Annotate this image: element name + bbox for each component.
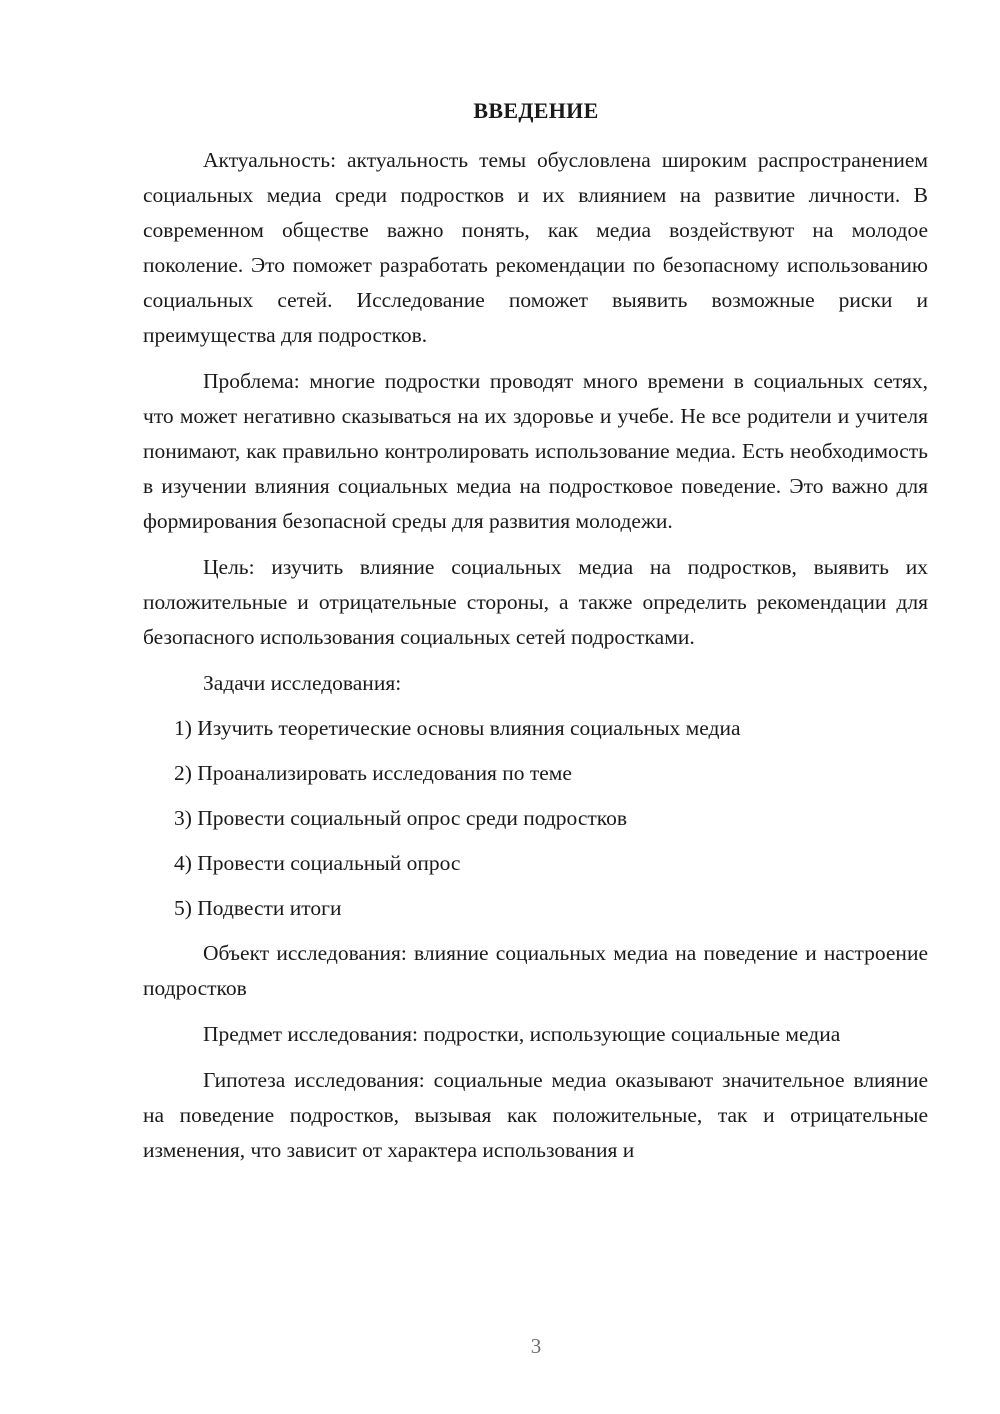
task-item: 3) Провести социальный опрос среди подростков <box>174 806 628 830</box>
task-item: 2) Проанализировать исследования по теме <box>174 761 572 785</box>
task-item: 5) Подвести итоги <box>174 896 342 920</box>
goal-paragraph: Цель: изучить влияние социальных медиа на подростков, выявить их положительные и отрицательные стороны, а также определить рекомендации для безопасного использования социальных сетей подростками. <box>143 555 928 649</box>
hypothesis-paragraph: Гипотеза исследования: социальные медиа оказывают значительное влияние на поведение подростков, вызывая как положительные, так и отрицательные изменения, что зависит от характера использования и <box>143 1068 928 1162</box>
task-item: 1) Изучить теоретические основы влияния социальных медиа <box>174 716 741 740</box>
page-title: ВВЕДЕНИЕ <box>473 98 599 123</box>
object-paragraph: Объект исследования: влияние социальных медиа на поведение и настроение подростков <box>143 941 928 1000</box>
document-body <box>143 143 928 1179</box>
relevance-paragraph: Актуальность: актуальность темы обусловлена широким распространением социальных медиа среди подростков и их влиянием на развитие личности. В современном обществе важно понять, как медиа воздействуют на молодое поколение. Это поможет разработать рекомендации по безопасному использованию социальных сетей. Исследование поможет выявить возможные риски и преимущества для подростков. <box>143 148 928 347</box>
problem-paragraph: Проблема: многие подростки проводят много времени в социальных сетях, что может негативно сказываться на их здоровье и учебе. Не все родители и учителя понимают, как правильно контролировать использование медиа. Есть необходимость в изучении влияния социальных медиа на подростковое поведение. Это важно для формирования безопасной среды для развития молодежи. <box>143 369 928 533</box>
page-number: 3 <box>530 1334 542 1358</box>
tasks-heading: Задачи исследования: <box>203 671 402 695</box>
tasks-list <box>143 711 928 926</box>
subject-paragraph: Предмет исследования: подростки, использующие социальные медиа <box>203 1022 841 1046</box>
task-item: 4) Провести социальный опрос <box>174 851 461 875</box>
